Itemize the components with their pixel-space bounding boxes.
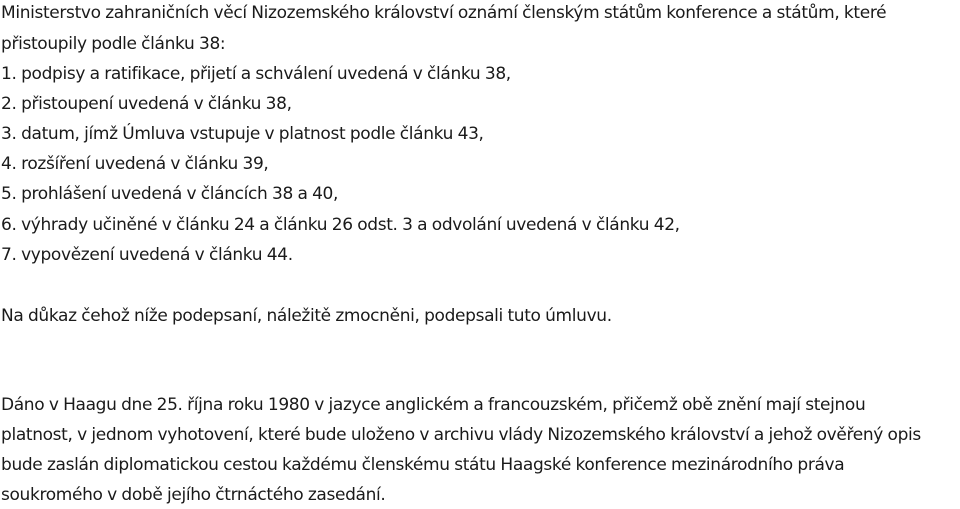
closing-line: bude zaslán diplomatickou cestou každému členskému státu Haagské konference mezinárodního práva xyxy=(1,455,845,475)
closing-line: soukromého v době jejího čtrnáctého zasedání. xyxy=(1,485,386,505)
list-item: 5. prohlášení uvedená v článcích 38 a 40, xyxy=(1,184,339,204)
list-item: 4. rozšíření uvedená v článku 39, xyxy=(1,154,269,174)
list-item: 1. podpisy a ratifikace, přijetí a schválení uvedená v článku 38, xyxy=(1,64,511,84)
list-item: 6. výhrady učiněné v článku 24 a článku 26 odst. 3 a odvolání uvedená v článku 42, xyxy=(1,215,680,235)
list-item: 3. datum, jímž Úmluva vstupuje v platnost podle článku 43, xyxy=(1,124,484,144)
closing-line: Dáno v Haagu dne 25. října roku 1980 v jazyce anglickém a francouzském, přičemž obě znění mají stejnou xyxy=(1,395,866,415)
list-item: 7. vypovězení uvedená v článku 44. xyxy=(1,245,293,265)
witness-clause: Na důkaz čehož níže podepsaní, náležitě zmocněni, podepsali tuto úmluvu. xyxy=(1,306,612,326)
closing-line: platnost, v jednom vyhotovení, které bude uloženo v archivu vlády Nizozemského království a jehož ověřený opis xyxy=(1,425,921,445)
list-item: 2. přistoupení uvedená v článku 38, xyxy=(1,94,292,114)
intro-line: Ministerstvo zahraničních věcí Nizozemského království oznámí členským státům konference a státům, které xyxy=(1,3,887,23)
intro-line: přistoupily podle článku 38: xyxy=(1,34,226,54)
